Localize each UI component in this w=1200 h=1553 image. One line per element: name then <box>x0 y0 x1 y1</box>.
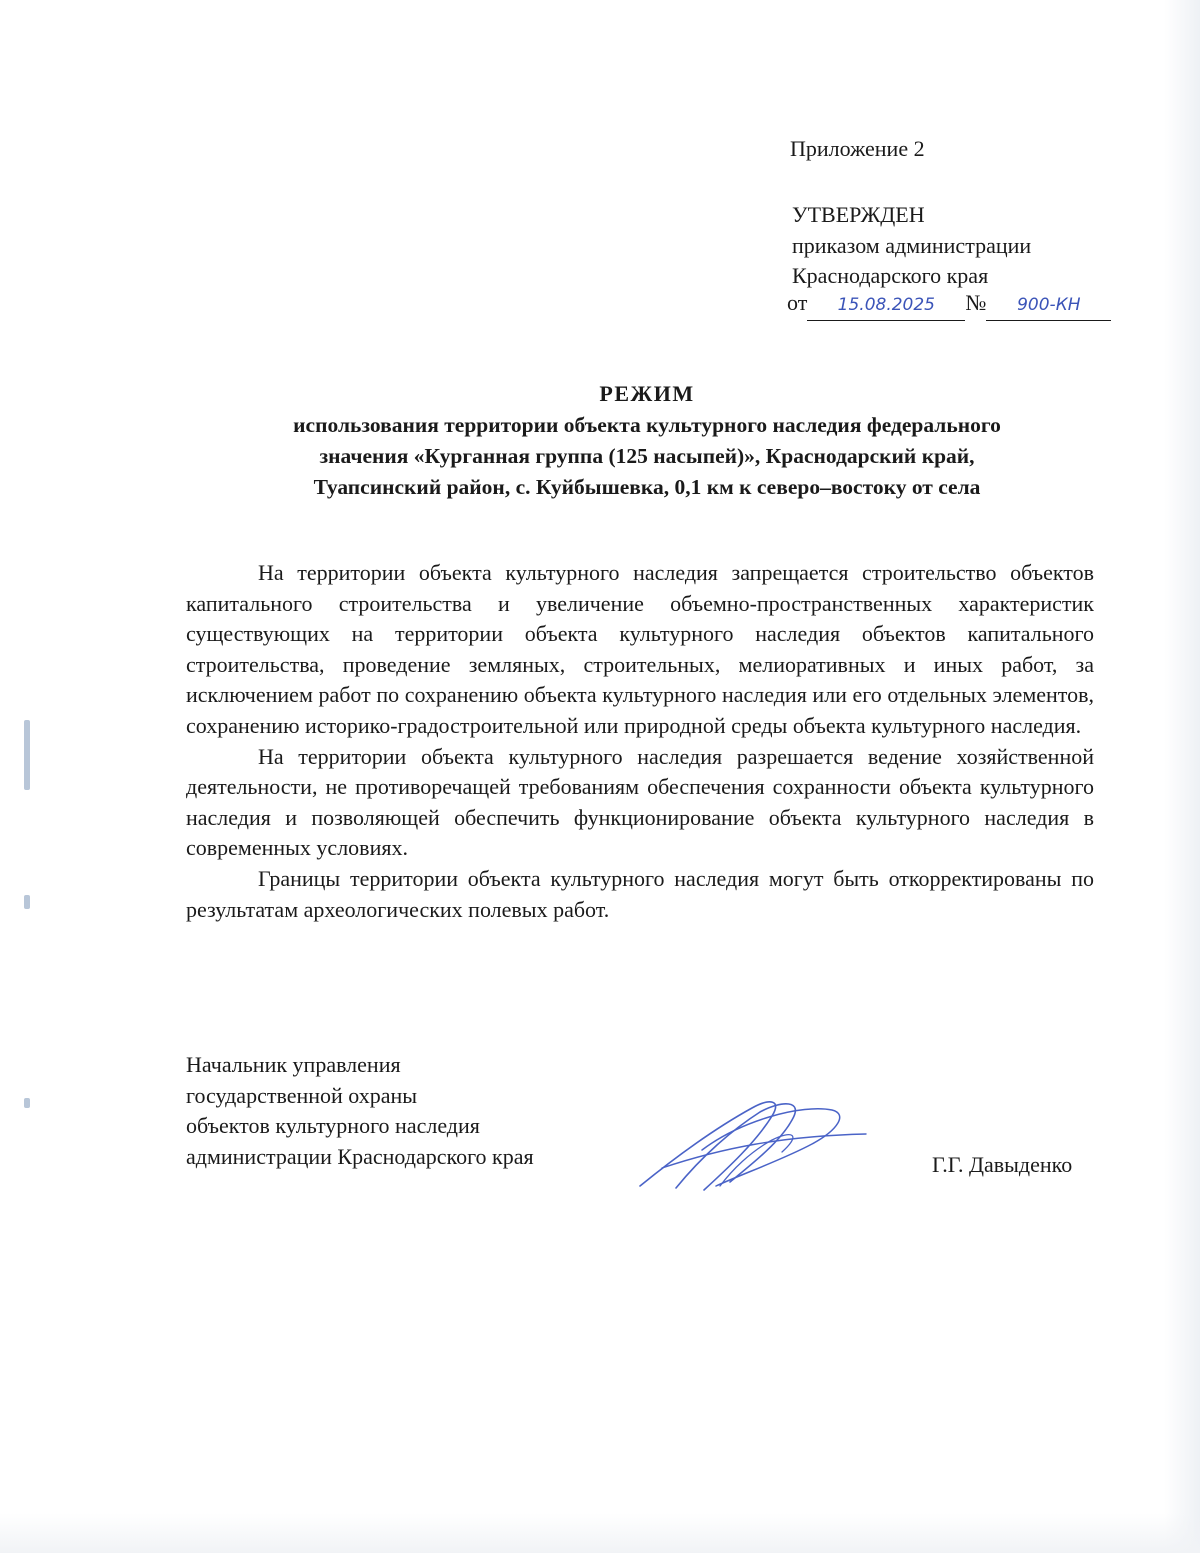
document-subtitle-line: значения «Курганная группа (125 насыпей)», Краснодарский край, <box>319 444 975 468</box>
signatory-position-line: объектов культурного наследия <box>186 1113 480 1138</box>
document-subtitle-line: Туапсинский район, с. Куйбышевка, 0,1 км к северо–востоку от села <box>313 475 981 499</box>
approval-block <box>792 200 1031 292</box>
body-paragraph: Границы территории объекта культурного наследия могут быть откорректированы по результатам археологических полевых работ. <box>186 865 1094 922</box>
signatory-position <box>186 1050 534 1172</box>
signatory-position-line: государственной охраны <box>186 1082 418 1108</box>
signatory-name: Г.Г. Давыденко <box>932 1152 1073 1177</box>
order-date-line <box>787 288 1111 321</box>
document-body <box>186 558 1094 925</box>
body-paragraph: На территории объекта культурного наследия запрещается строительство объектов капитального строительства и увеличение объемно-пространственных характеристик существующих на территории объекта культурного наследия объектов капитального строительства, проведение земляных, строительных, мелиоративных и иных работ, за исключением работ по сохранению объекта культурного наследия или его отдельных элементов, сохранению историко-градостроительной или природной среды объекта культурного наследия. <box>186 560 1094 738</box>
handwritten-signature-icon <box>632 1090 872 1200</box>
document-title: РЕЖИМ <box>599 381 695 406</box>
handwritten-number: 900-КН <box>986 290 1111 321</box>
number-prefix: № <box>965 290 987 315</box>
signatory-position-line: Начальник управления <box>186 1052 401 1077</box>
scan-bottom-shadow <box>0 1513 1200 1553</box>
date-prefix: от <box>787 290 808 315</box>
annex-label: Приложение 2 <box>790 136 925 161</box>
approval-line: Краснодарского края <box>792 263 989 288</box>
document-subtitle-line: использования территории объекта культурного наследия федерального <box>293 413 1001 437</box>
approval-title: УТВЕРЖДЕН <box>792 202 925 227</box>
scan-artifact <box>24 895 30 909</box>
scan-artifact <box>24 1098 30 1108</box>
signatory-position-line: администрации Краснодарского края <box>186 1143 534 1169</box>
document-heading <box>190 378 1104 503</box>
approval-line: приказом администрации <box>792 232 1032 258</box>
body-paragraph: На территории объекта культурного наследия разрешается ведение хозяйственной деятельности, не противоречащей требованиям обеспечения сохранности объекта культурного наследия и позволяющей обеспечить функционирование объекта культурного наследия в современных условиях. <box>186 743 1094 861</box>
handwritten-date: 15.08.2025 <box>807 290 965 321</box>
scan-artifact <box>24 720 30 790</box>
scan-edge-shadow <box>1164 0 1200 1553</box>
